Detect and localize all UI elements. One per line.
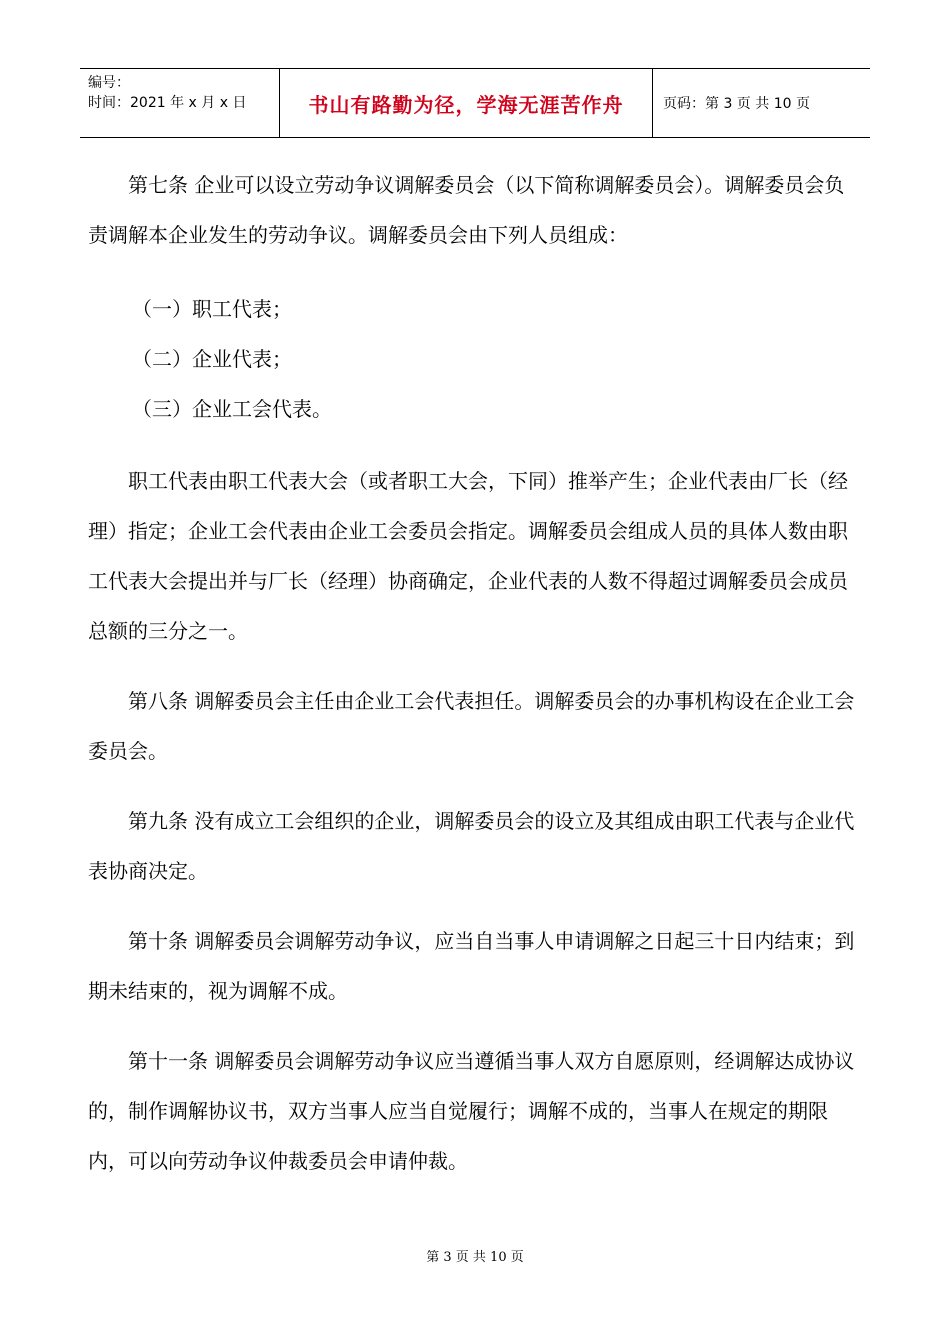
header-meta — [80, 69, 280, 137]
document-number-label: 编号： — [88, 75, 130, 91]
page-footer: 第 3 页 共 10 页 — [426, 1250, 524, 1265]
article-10: 第十条 调解委员会调解劳动争议，应当自当事人申请调解之日起三十日内结束；到期未结束的，视为调解不成。 — [88, 929, 855, 1003]
list-item: （一）职工代表； — [132, 297, 292, 321]
list-item: （二）企业代表； — [132, 347, 292, 371]
article-7-intro: 第七条 企业可以设立劳动争议调解委员会（以下简称调解委员会）。调解委员会负责调解本企业发生的劳动争议。调解委员会由下列人员组成： — [88, 173, 845, 247]
article-7-list — [88, 284, 860, 434]
header-motto: 书山有路勤为径，学海无涯苦作舟 — [280, 69, 653, 137]
article-8: 第八条 调解委员会主任由企业工会代表担任。调解委员会的办事机构设在企业工会委员会。 — [88, 689, 855, 763]
document-date: 时间：2021 年 x 月 x 日 — [88, 95, 247, 111]
header-page-info: 页码：第 3 页 共 10 页 — [663, 96, 810, 112]
list-item: （三）企业工会代表。 — [132, 397, 332, 421]
article-7-detail: 职工代表由职工代表大会（或者职工大会，下同）推举产生；企业代表由厂长（经理）指定；企业工会代表由企业工会委员会指定。调解委员会组成人员的具体人数由职工代表大会提出并与厂长（经理）协商确定，企业代表的人数不得超过调解委员会成员总额的三分之一。 — [88, 469, 848, 643]
article-11: 第十一条 调解委员会调解劳动争议应当遵循当事人双方自愿原则，经调解达成协议的，制作调解协议书，双方当事人应当自觉履行；调解不成的，当事人在规定的期限内，可以向劳动争议仲裁委员会申请仲裁。 — [88, 1049, 855, 1173]
document-body — [88, 160, 860, 1186]
article-9: 第九条 没有成立工会组织的企业，调解委员会的设立及其组成由职工代表与企业代表协商决定。 — [88, 809, 855, 883]
page-header — [80, 68, 870, 138]
